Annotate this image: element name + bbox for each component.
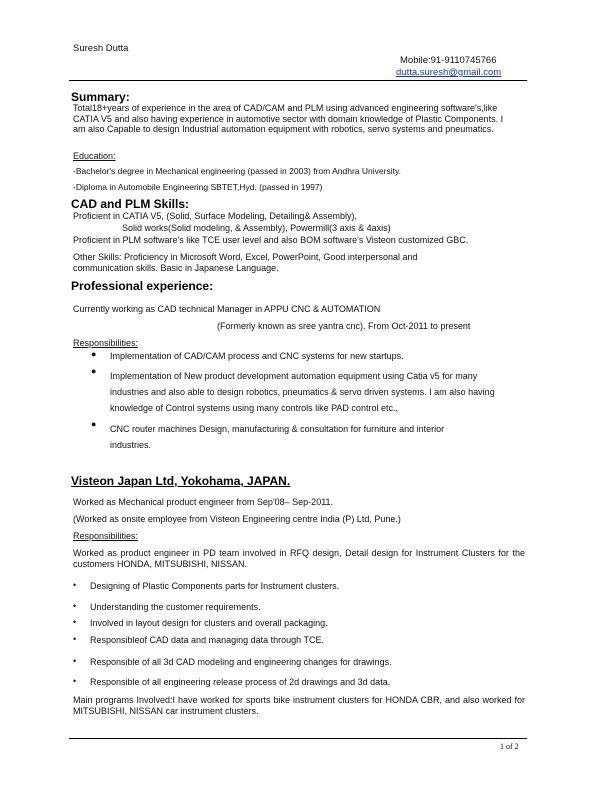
footer-rule: [69, 738, 527, 739]
skills-solidworks: Solid works(Solid modeling, & Assembly), Powermill(3 axis & 4axis): [122, 223, 391, 233]
skills-catia: Proficient in CATIA V5, (Solid, Surface Modeling, Detailing& Assembly),: [73, 211, 357, 221]
email-link[interactable]: dutta.suresh@gmail.com: [396, 67, 502, 78]
visteon-responsibilities-label: Responsibilities:: [73, 531, 139, 541]
summary-heading: Summary:: [71, 90, 130, 104]
education-item: -Diploma in Automobile Engineering SBTET,Hyd. (passed in 1997): [73, 182, 323, 192]
visteon-role: Worked as Mechanical product engineer from Sep'08– Sep-2011.: [73, 497, 334, 507]
visteon-item: Responsibleof CAD data and managing data through TCE.: [90, 635, 324, 645]
skills-plm: Proficient in PLM software's like TCE user level and also BOM software's Visteon customized GBC.: [73, 235, 469, 245]
visteon-item: Responsible of all engineering release process of 2d drawings and 3d data.: [90, 677, 391, 687]
bullet-icon: ●: [91, 419, 97, 429]
bullet-icon: •: [73, 601, 77, 611]
bullet-icon: •: [73, 676, 77, 686]
bullet-icon: •: [73, 580, 77, 590]
responsibilities-label: Responsibilities:: [73, 338, 139, 348]
bullet-icon: •: [73, 634, 77, 644]
bullet-icon: ●: [91, 366, 97, 376]
page-number: 1 of 2: [500, 742, 519, 751]
skills-heading: CAD and PLM Skills:: [71, 197, 190, 211]
responsibility-item: Implementation of New product development automation equipment using Catia v5 for many industries and also able to design robotics, pneumatics & servo driven systems. I am also having knowledge of Control systems using many controls like PAD control etc.,: [110, 371, 495, 413]
mobile-number: Mobile:91-9110745766: [400, 55, 497, 66]
responsibility-item: Implementation of CAD/CAM process and CNC systems for new startups.: [110, 351, 404, 361]
responsibility-item: CNC router machines Design, manufacturing & consultation for furniture and interior industries.: [110, 424, 445, 450]
visteon-onsite: (Worked as onsite employee from Visteon Engineering centre India (P) Ltd, Pune.): [73, 514, 401, 524]
experience-heading: Professional experience:: [71, 279, 214, 293]
visteon-item: Designing of Plastic Components parts for Instrument clusters.: [90, 581, 340, 591]
header-rule: [69, 80, 527, 81]
candidate-name: Suresh Dutta: [73, 43, 129, 54]
main-programs: Main programs Involved:I have worked for sports bike instrument clusters for HONDA CBR, and also worked for MITSUBISHI, NISSAN car instrument clusters.: [73, 695, 525, 716]
education-label: Education:: [73, 151, 116, 161]
visteon-item: Understanding the customer requirements.: [90, 602, 261, 612]
visteon-item: Involved in layout design for clusters and overall packaging.: [90, 618, 328, 628]
visteon-intro: Worked as product engineer in PD team involved in RFQ design, Detail design for Instrument Clusters for the customers HONDA, MITSUBISHI, NISSAN.: [73, 548, 525, 569]
other-skills: Other Skills: Proficiency in Microsoft Word, Excel, PowerPoint, Good interpersonal and communication skills. Basic in Japanese Language.: [73, 252, 418, 273]
current-position-note: (Formerly known as sree yantra cnc). From Oct-2011 to present: [217, 321, 471, 331]
education-item: -Bachelor's degree in Mechanical engineering (passed in 2003) from Andhra University.: [73, 166, 401, 176]
bullet-icon: ●: [91, 349, 97, 359]
current-position: Currently working as CAD technical Manager in APPU CNC & AUTOMATION: [73, 304, 381, 314]
bullet-icon: •: [73, 617, 77, 627]
visteon-item: Responsible of all 3d CAD modeling and engineering changes for drawings.: [90, 657, 392, 667]
summary-text: Total18+years of experience in the area of CAD/CAM and PLM using advanced engineering software's,like CATIA V5 and also having experience in automotive sector with domain knowledge of Plastic Components. I am also Capable to design Industrial automation equipment with robotics, servo systems and pneumatics.: [73, 103, 504, 134]
visteon-heading: Visteon Japan Ltd, Yokohama, JAPAN.: [71, 474, 291, 488]
bullet-icon: •: [73, 656, 77, 666]
